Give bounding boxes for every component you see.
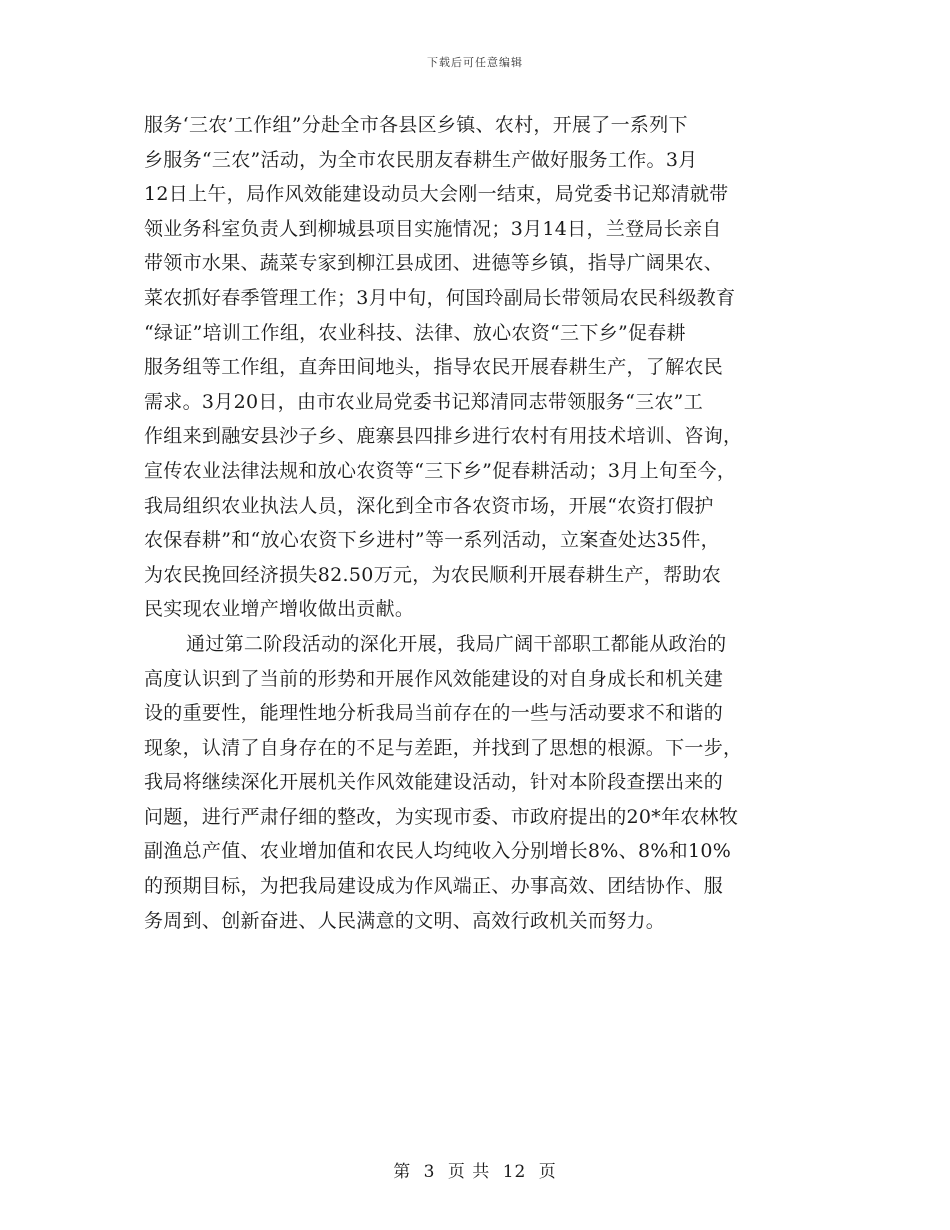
text-line: 作组来到融安县沙子乡、鹿寨县四排乡进行农村有用技术培训、咨询， [144, 425, 743, 448]
document-body [144, 108, 824, 938]
paragraph [144, 627, 824, 938]
text-line: 12日上午，局作风效能建设动员大会刚一结束，局党委书记郑清就带 [144, 183, 729, 206]
footer-suffix: 页 [538, 1162, 557, 1182]
page-footer [0, 1157, 950, 1182]
page-header [0, 54, 950, 70]
header-text: 下载后可任意编辑 [427, 56, 523, 69]
footer-middle: 页 共 [447, 1162, 491, 1182]
paragraph [144, 108, 824, 627]
text-line: “绿证”培训工作组，农业科技、法律、放心农资“三下乡”促春耕 [144, 321, 686, 344]
text-line: 副渔总产值、农业增加值和农民人均纯收入分别增长8%、8%和10% [144, 840, 732, 863]
text-line: 服务‘三农’工作组”分赴全市各县区乡镇、农村，开展了一系列下 [144, 114, 688, 136]
text-line: 服务组等工作组，直奔田间地头，指导农民开展春耕生产，了解农民 [144, 356, 724, 379]
text-line: 现象，认清了自身存在的不足与差距，并找到了思想的根源。下一步， [144, 736, 743, 759]
text-line: 民实现农业增产增收做出贡献。 [144, 598, 415, 621]
text-line: 问题，进行严肃仔细的整改，为实现市委、市政府提出的20*年农林牧 [144, 805, 739, 828]
footer-current-page: 3 [423, 1162, 436, 1182]
text-line: 菜农抓好春季管理工作；3月中旬，何国玲副局长带领局农民科级教育 [144, 286, 736, 309]
text-line: 设的重要性，能理性地分析我局当前存在的一些与活动要求不和谐的 [144, 702, 724, 725]
text-line: 农保春耕”和“放心农资下乡进村”等一系列活动，立案查处达35件， [144, 529, 720, 552]
footer-total-pages: 12 [502, 1162, 527, 1182]
text-line: 务周到、创新奋进、人民满意的文明、高效行政机关而努力。 [144, 909, 666, 932]
text-line: 带领市水果、蔬菜专家到柳江县成团、进德等乡镇，指导广阔果农、 [144, 252, 724, 275]
text-line: 我局将继续深化开展机关作风效能建设活动，针对本阶段查摆出来的 [144, 771, 724, 794]
text-line: 为农民挽回经济损失82.50万元，为农民顺利开展春耕生产，帮助农 [144, 563, 721, 586]
text-line: 我局组织农业执法人员，深化到全市各农资市场，开展“农资打假护 [144, 494, 714, 517]
text-line: 高度认识到了当前的形势和开展作风效能建设的对自身成长和机关建 [144, 667, 724, 690]
footer-prefix: 第 [393, 1162, 412, 1182]
text-line: 需求。3月20日，由市农业局党委书记郑清同志带领服务“三农”工 [144, 390, 703, 413]
text-line: 领业务科室负责人到柳城县项目实施情况；3月14日，兰登局长亲自 [144, 217, 722, 240]
paragraphs-container [144, 108, 824, 938]
text-line: 乡服务“三农”活动，为全市农民朋友春耕生产做好服务工作。3月 [144, 148, 698, 171]
text-line: 宣传农业法律法规和放心农资等“三下乡”促春耕活动；3月上旬至今， [144, 459, 737, 482]
text-line: 的预期目标，为把我局建设成为作风端正、办事高效、团结协作、服 [144, 875, 724, 898]
text-line: 通过第二阶段活动的深化开展，我局广阔干部职工都能从政治的 [186, 632, 727, 655]
